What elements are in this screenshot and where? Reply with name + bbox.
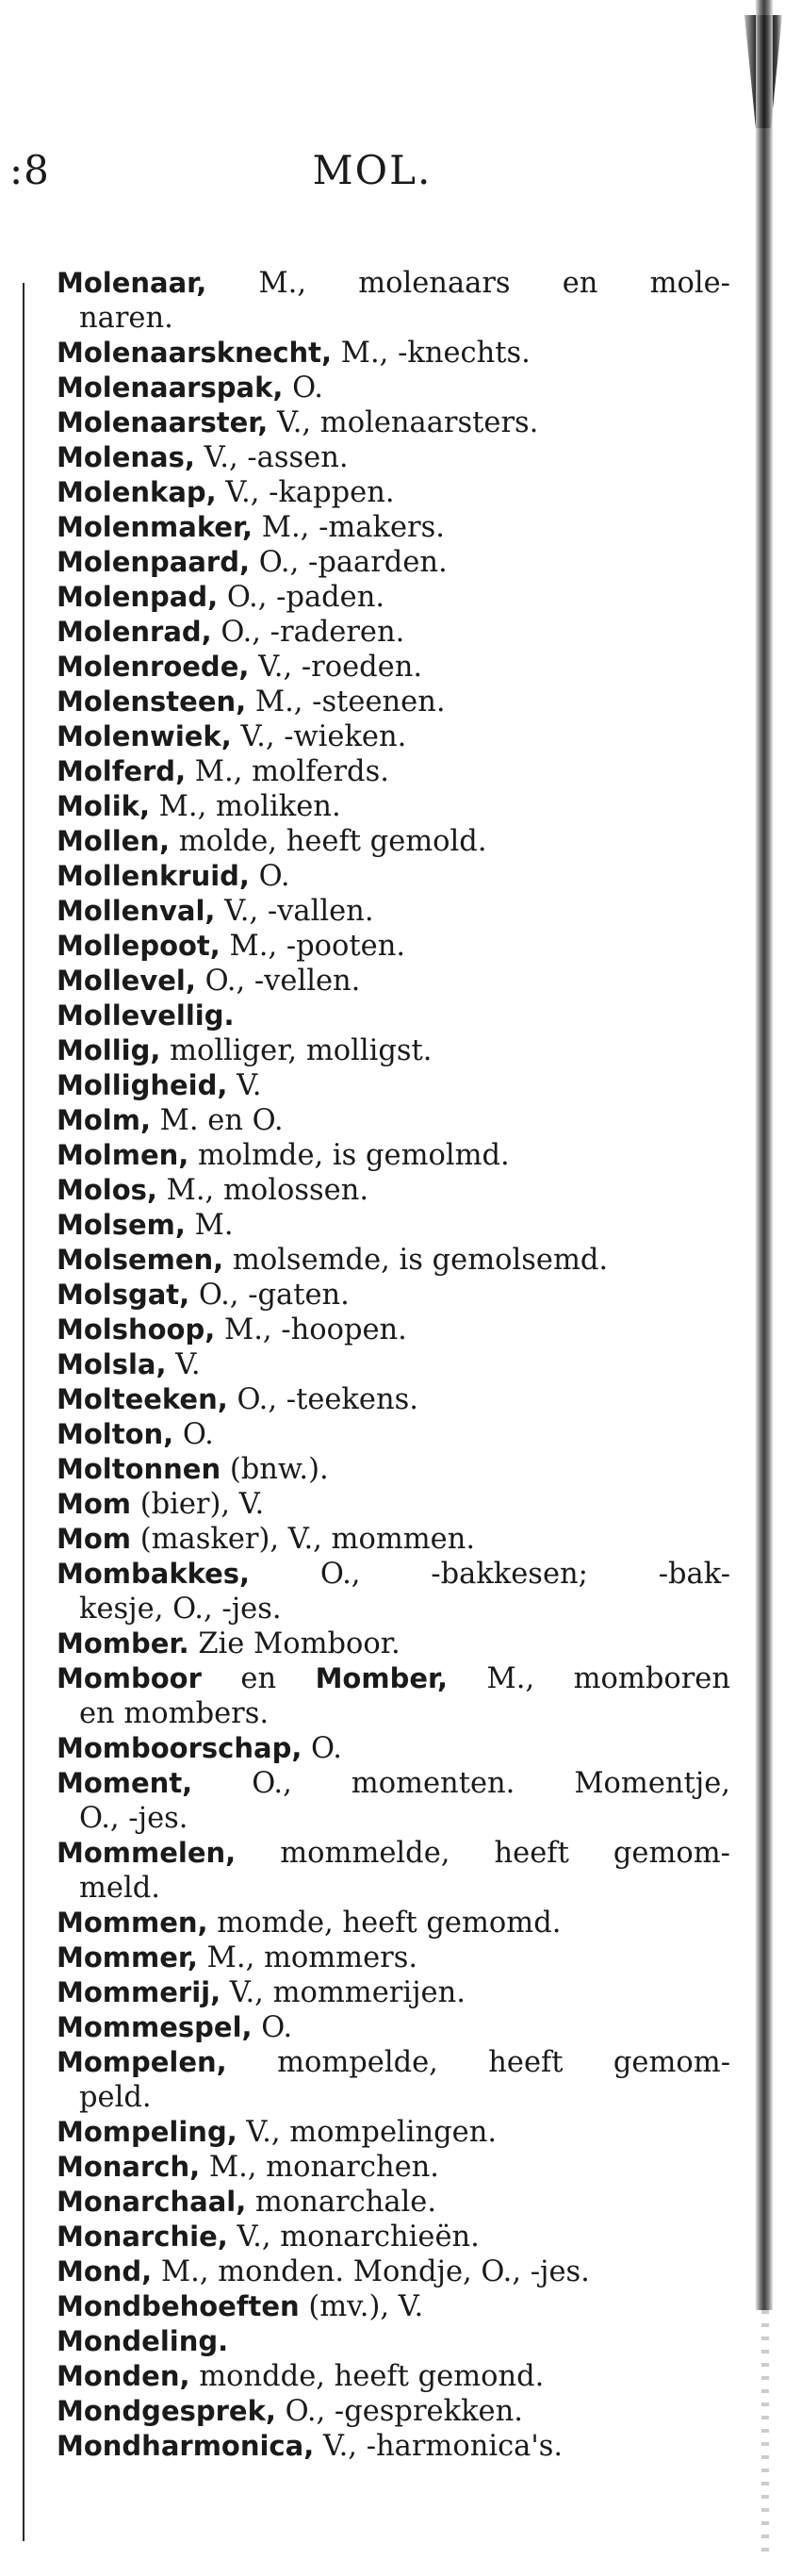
dictionary-entry [57,2394,730,2429]
entry-headword: Molm, [57,1104,151,1136]
entry-line [57,1174,368,1207]
dictionary-entry [57,650,730,685]
dictionary-entry [57,2220,730,2254]
entry-definition: M., -makers. [253,511,445,544]
binding-edge-tail [761,2310,769,2555]
entry-line [57,1383,418,1416]
entry-line [57,267,730,300]
entry-line [57,1313,407,1346]
dictionary-entry [57,1138,730,1173]
dictionary-entry [57,824,730,859]
entry-headword: Molensteen, [57,685,247,718]
dictionary-entry [57,2150,730,2185]
entry-line [57,1279,350,1312]
entry-line [57,1627,400,1660]
entry-headword: Mollevellig. [57,999,235,1032]
dictionary-entry [57,2429,730,2464]
entry-line [57,441,349,474]
entry-line [57,825,487,858]
entry-headword: Molligheid, [57,1069,228,1101]
entry-line [57,2360,544,2393]
entry-headword: Monarchaal, [57,2186,247,2218]
dictionary-entry [57,440,730,475]
entry-definition: (mv.), V. [299,2290,424,2323]
entry-continuation: meld. [79,1872,160,1905]
dictionary-entry [57,894,730,929]
dictionary-entry [57,1417,730,1452]
dictionary-entry [57,510,730,545]
entry-definition: V., -roeden. [249,651,423,684]
entry-line [57,2255,590,2288]
dictionary-entry [57,2010,730,2045]
dictionary-entry [57,1487,730,1522]
entry-definition: (bnw.). [221,1453,329,1486]
entry-line [57,1523,475,1556]
entry-line [57,406,538,439]
entry-headword: Mollenkruid, [57,860,250,892]
entry-headword: Monarch, [57,2151,201,2183]
entry-headword: Mondharmonica, [57,2430,315,2462]
entry-definition: V., -assen. [194,441,349,474]
entry-definition: O., -paden. [218,581,385,614]
dictionary-entry [57,1627,730,1661]
entry-definition: M. [185,1209,234,1242]
entry-line [57,476,395,509]
entry-definition: M., molferds. [186,755,389,788]
dictionary-entry [57,1452,730,1487]
entry-definition: O. [173,1418,214,1451]
entry-headword: Mondgesprek, [57,2395,276,2427]
entry-line [57,2116,497,2149]
entry-headword: Mombakkes, [57,1558,251,1590]
entry-headword: Molenrad, [57,616,212,648]
dictionary-entry [57,1836,730,1906]
entry-headword: Momboorschap, [57,1732,302,1764]
entry-headword: Mommelen, [57,1837,237,1869]
entry-definition: mommelde, heeft gemom- [236,1837,730,1870]
entry-definition: mondde, heeft gemond. [189,2360,545,2393]
entry-headword: Moltonnen [57,1453,221,1485]
dictionary-entry [57,1766,730,1836]
dictionary-entry [57,2115,730,2150]
entry-definition: M., molossen. [156,1174,369,1207]
dictionary-entry [57,615,730,650]
entry-line [57,895,374,928]
entry-line [57,1034,433,1067]
entry-headword: Mompelen, [57,2046,227,2078]
entry-definition: O., -teekens. [227,1383,418,1416]
entry-line [57,720,406,753]
entry-definition: (bier), V. [131,1488,265,1521]
dictionary-entry [57,685,730,719]
entry-continuation: kesje, O., -jes. [79,1593,282,1626]
entry-line [57,1732,342,1765]
entry-definition: V., mompelingen. [237,2116,498,2149]
entry-continuation: naren. [79,302,173,335]
binding-edge [756,0,773,2310]
dictionary-entry [57,1208,730,1243]
dictionary-entry [57,2324,730,2359]
entry-continuation: peld. [79,2081,152,2114]
entry-line [57,1348,201,1381]
entry-headword: Molik, [57,790,150,822]
entry-headword: Monarchie, [57,2221,228,2253]
entry-headword: Molenroede, [57,651,250,683]
entry-headword: Mollevel, [57,965,196,997]
entry-definition: molsemde, is gemolsemd. [223,1244,609,1277]
entry-headword: Molos, [57,1174,157,1206]
entry-headword: Molenaarster, [57,406,269,438]
dictionary-entry [57,371,730,405]
dictionary-entry [57,1278,730,1313]
entry-definition: en [201,1662,316,1695]
dictionary-entry [57,789,730,824]
entry-headword: Mommen, [57,1907,208,1939]
entry-headword: Mompeling, [57,2116,237,2148]
dictionary-entry [57,2289,730,2324]
entry-headword: Monden, [57,2360,190,2392]
entry-headword: Mondbehoeften [57,2290,300,2322]
entry-line [57,1837,730,1870]
dictionary-entry [57,1906,730,1940]
entry-headword: Molsla, [57,1348,167,1380]
entry-headword: Mommespel, [57,2011,253,2043]
entry-definition: molde, heeft gemold. [170,825,487,858]
dictionary-entry [57,475,730,510]
entry-line [57,2011,292,2044]
dictionary-entry [57,1068,730,1103]
entry-definition: O., -gesprekken. [275,2395,523,2428]
entry-definition: O., -bakkesen; -bak- [250,1558,730,1591]
entry-definition: V., -kappen. [216,476,395,509]
entry-definition: M., -pooten. [220,930,406,963]
dictionary-entry [57,2045,730,2115]
entry-list [57,266,730,2464]
entry-definition: (masker), V., mommen. [131,1523,476,1556]
dictionary-entry [57,719,730,754]
entry-headword: Molsem, [57,1209,186,1241]
dictionary-entry [57,1661,730,1731]
entry-line [57,2430,563,2463]
entry-definition: V., monarchieën. [227,2221,480,2254]
entry-headword: Molenaarspak, [57,372,284,404]
dictionary-entry [57,1033,730,1068]
entry-headword: Momboor [57,1662,202,1694]
entry-definition: O. [283,372,323,405]
entry-line [57,755,389,788]
entry-headword: Mommer, [57,1941,198,1973]
entry-definition: monarchale. [246,2186,437,2219]
entry-headword: Mom [57,1488,131,1520]
entry-definition: O., -raderen. [211,616,405,649]
entry-line [57,616,404,649]
entry-definition: V., -vallen. [215,895,374,928]
entry-headword: Molsgat, [57,1279,190,1311]
dictionary-entry [57,999,730,1033]
dictionary-entry [57,929,730,964]
entry-line [57,1662,730,1695]
entry-definition: M., -steenen. [246,685,446,718]
entry-headword: Molenaarsknecht, [57,337,333,369]
dictionary-entry [57,1103,730,1138]
dictionary-entry [57,405,730,440]
entry-headword: Molshoop, [57,1313,216,1346]
entry-definition: M. en O. [150,1104,284,1137]
dictionary-entry [57,1347,730,1382]
binding-gutter [735,0,801,2576]
entry-definition: M., molenaars en mole- [206,267,730,300]
dictionary-entry [57,1313,730,1347]
entry-line [57,1907,561,1940]
entry-definition: O., momenten. Momentje, [192,1767,730,1800]
entry-line [57,372,323,405]
running-head-text: MOL. [312,147,433,193]
running-head [0,147,801,193]
dictionary-entry [57,1940,730,1975]
dictionary-entry [57,2359,730,2394]
entry-definition: M., monarchen. [200,2151,439,2184]
entry-line [57,2395,523,2428]
entry-line [57,2151,439,2184]
dictionary-entry [57,2254,730,2289]
entry-definition-secondary: M., momboren [448,1662,730,1695]
dictionary-entry [57,1173,730,1208]
entry-line [57,1069,262,1102]
dictionary-entry [57,1557,730,1627]
entry-headword: Molsemen, [57,1244,224,1276]
entry-headword: Mollig, [57,1034,161,1066]
dictionary-entry [57,964,730,999]
entry-line [57,1453,329,1486]
entry-definition: M., moliken. [149,790,341,823]
entry-line [57,2290,423,2323]
dictionary-entry [57,859,730,894]
entry-headword: Mondeling. [57,2325,229,2357]
page-number: :8 [9,147,50,193]
entry-definition: O., -vellen. [195,965,361,998]
dictionary-entry [57,1731,730,1766]
entry-line [57,546,448,579]
entry-definition: O. [252,2011,293,2044]
entry-continuation: en mombers. [79,1697,270,1730]
entry-headword: Molenpaard, [57,546,251,578]
entry-headword: Mollen, [57,825,170,857]
entry-line [57,1139,510,1172]
entry-headword: Molmen, [57,1139,189,1171]
entry-definition: V., mommerijen. [221,1976,466,2009]
dictionary-entry [57,2185,730,2220]
entry-definition: M., -hoopen. [215,1313,407,1346]
entry-line [57,581,384,614]
entry-line [57,2325,228,2358]
entry-line [57,1488,264,1521]
entry-definition: V. [166,1348,201,1381]
entry-headword: Mom [57,1523,131,1555]
entry-headword: Molenkap, [57,476,217,508]
entry-line [57,511,445,544]
dictionary-entry [57,336,730,371]
entry-headword: Molenwiek, [57,720,232,752]
entry-definition: momde, heeft gemomd. [207,1907,562,1940]
entry-line [57,337,531,370]
entry-definition: O. [249,860,290,893]
entry-line [57,860,290,893]
entry-definition: O. [302,1732,342,1765]
entry-definition: M., monden. Mondje, O., -jes. [152,2255,590,2288]
entry-headword: Momber. [57,1627,189,1660]
entry-line [57,1767,730,1800]
entry-headword: Mollepoot, [57,930,221,962]
entry-line [57,1976,466,2009]
entry-definition: O., -paarden. [250,546,448,579]
entry-headword: Moment, [57,1767,193,1799]
dictionary-entry [57,1382,730,1417]
entry-headword: Mond, [57,2255,153,2287]
entry-headword-secondary: Momber, [315,1662,449,1694]
entry-line [57,930,405,963]
entry-line [57,2186,436,2219]
entry-definition: V., molenaarsters. [268,406,539,439]
entry-line [57,790,341,823]
entry-headword: Mommerij, [57,1976,221,2008]
entry-definition: molliger, molligst. [160,1034,433,1067]
entry-headword: Molferd, [57,755,187,787]
entry-headword: Molteeken, [57,1383,228,1415]
dictionary-entry [57,545,730,580]
dictionary-entry [57,1243,730,1278]
dictionary-entry [57,1975,730,2010]
entry-definition: molmde, is gemolmd. [188,1139,510,1172]
entry-headword: Molenpad, [57,581,219,613]
entry-definition: Zie Momboor. [188,1627,400,1660]
entry-line [57,651,422,684]
entry-headword: Molenas, [57,441,195,473]
dictionary-entry [57,1522,730,1557]
dictionary-entry [57,754,730,789]
entry-definition: mompelde, heeft gemom- [226,2046,730,2079]
dictionary-entry [57,580,730,615]
entry-headword: Mollenval, [57,895,216,927]
entry-line [57,1941,417,1974]
entry-line [57,999,235,1032]
entry-definition: V., -harmonica's. [314,2430,564,2463]
entry-line [57,1558,730,1591]
entry-line [57,685,446,718]
entry-headword: Molenaar, [57,267,207,299]
entry-definition: O., -gaten. [189,1279,350,1312]
entry-continuation: O., -jes. [79,1802,188,1835]
column-rule [23,283,25,2541]
entry-headword: Molton, [57,1418,174,1450]
entry-headword: Molenmaker, [57,511,253,543]
entry-line [57,965,360,998]
entry-definition: M., -knechts. [332,337,531,370]
entry-line [57,1209,234,1242]
entry-definition: V. [227,1069,262,1102]
dictionary-entry [57,266,730,336]
entry-line [57,2046,730,2079]
entry-definition: V., -wieken. [231,720,407,753]
entry-line [57,1104,284,1137]
entry-line [57,1418,214,1451]
entry-definition: M., mommers. [197,1941,418,1974]
entry-line [57,2221,480,2254]
entry-line [57,1244,608,1277]
